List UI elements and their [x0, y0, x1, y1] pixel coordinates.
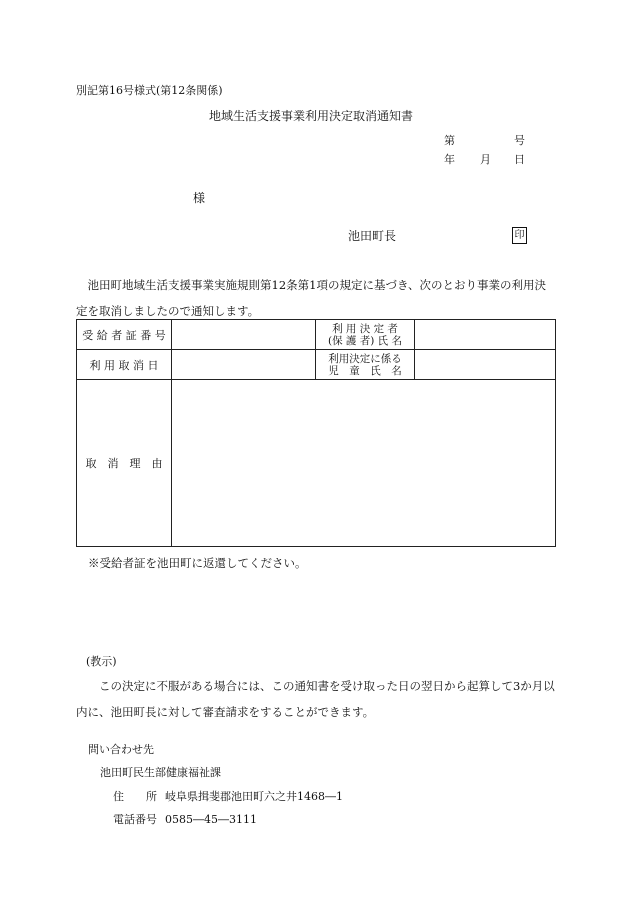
decision-person-line2: (保 護 者) 氏 名 [327, 334, 403, 347]
number-suffix: 号 [514, 134, 525, 147]
date-year: 年 [444, 153, 455, 166]
notice-body-paragraph: 池田町地域生活支援事業実施規則第12条第1項の規定に基づき、次のとおり事業の利用決定を取消しましたので通知します。 [76, 278, 546, 318]
child-name-line2: 児 童 氏 名 [328, 364, 402, 377]
notice-body [76, 272, 556, 324]
address-label: 住 所 [113, 790, 157, 803]
instruction-body [76, 673, 556, 725]
cancel-date-text: 利 用 取 消 日 [89, 358, 159, 372]
issuer-name: 池田町長 [348, 229, 397, 243]
address-value: 岐阜県揖斐郡池田町六之井1468―1 [165, 790, 343, 803]
document-title: 地域生活支援事業利用決定取消通知書 [209, 109, 414, 123]
recipient-cert-number-text: 受 給 者 証 番 号 [82, 328, 166, 342]
instruction-paragraph: この決定に不服がある場合には、この通知書を受け取った日の翌日から起算して3か月以内に、池田町長に対して審査請求をすることができます。 [76, 679, 555, 719]
recipient-cert-number-label [77, 320, 171, 349]
contact-department: 池田町民生部健康福祉課 [100, 766, 221, 779]
seal-mark: 印 [512, 227, 527, 244]
cancel-reason-label [77, 380, 171, 546]
return-certificate-note: ※受給者証を池田町に返還してください。 [88, 556, 307, 570]
child-name-line1: 利用決定に係る [328, 352, 402, 365]
decision-person-value[interactable] [415, 320, 555, 349]
instruction-heading: (教示) [86, 655, 117, 668]
date-month: 月 [480, 153, 491, 166]
child-name-label [316, 350, 414, 379]
cancel-date-value[interactable] [172, 350, 315, 379]
recipient-honorific: 様 [193, 191, 206, 205]
date-day: 日 [514, 153, 525, 166]
form-number: 別記第16号様式(第12条関係) [76, 84, 223, 97]
cancel-reason-value[interactable] [172, 380, 555, 546]
phone-value: 0585―45―3111 [165, 813, 257, 826]
details-table [76, 319, 556, 547]
recipient-cert-number-value[interactable] [172, 320, 315, 349]
phone-label: 電話番号 [113, 813, 157, 826]
number-prefix: 第 [444, 134, 455, 147]
contact-heading: 問い合わせ先 [88, 743, 154, 756]
decision-person-label [316, 320, 414, 349]
child-name-value[interactable] [415, 350, 555, 379]
decision-person-line1: 利 用 決 定 者 [332, 322, 398, 335]
cancel-reason-text: 取 消 理 由 [85, 457, 163, 470]
cancel-date-label [77, 350, 171, 379]
